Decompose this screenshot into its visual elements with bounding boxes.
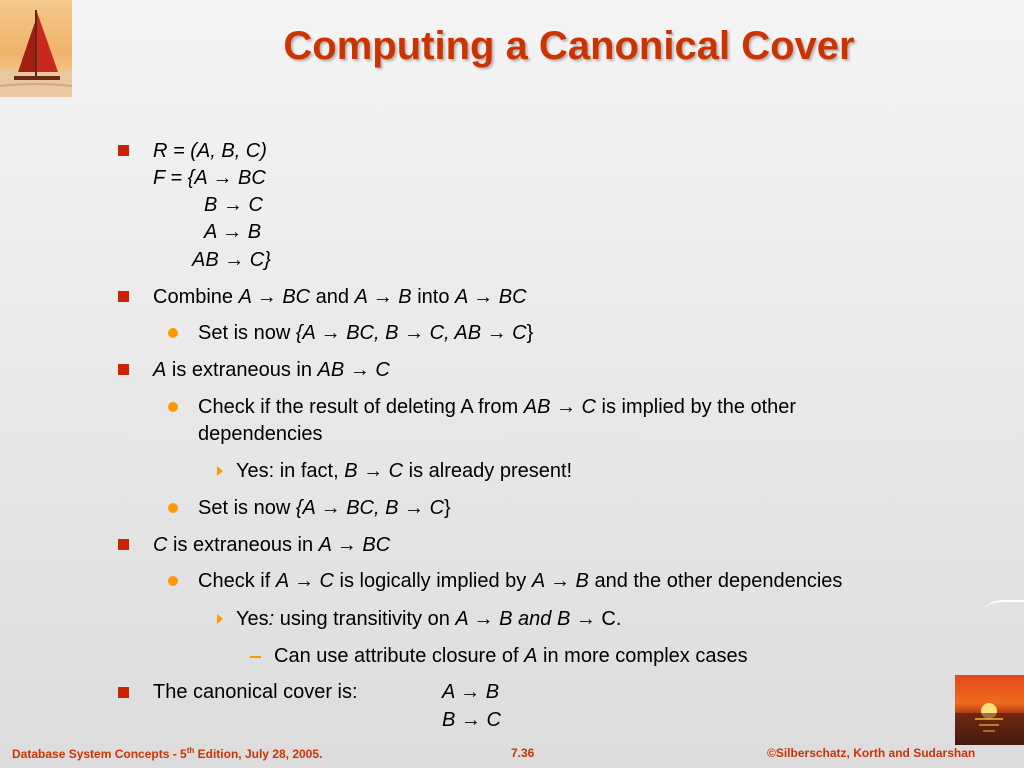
fd-set-line: F = {A → BC: [153, 167, 266, 189]
bullet-dot-icon: [168, 402, 178, 412]
bullet-dash-icon: [250, 656, 261, 658]
bullet-square-icon: [118, 145, 129, 156]
check-deleting-cont: dependencies: [198, 423, 323, 445]
bullet-square-icon: [118, 687, 129, 698]
set-is-now-2: Set is now {A → BC, B → C}: [198, 497, 451, 519]
fd-set-line: A → B: [204, 221, 262, 243]
bullet-square-icon: [118, 539, 129, 550]
fd-set-line: B → C: [204, 194, 263, 216]
set-is-now: Set is now {A → BC, B → C, AB → C}: [198, 322, 534, 344]
yes-already-present: Yes: in fact, B → C is already present!: [236, 460, 573, 482]
page-number: 7.36: [511, 746, 535, 760]
bullet-arrow-icon: [217, 614, 223, 624]
a-extraneous: A is extraneous in AB → C: [153, 359, 390, 381]
c-extraneous: C is extraneous in A → BC: [153, 534, 391, 556]
canonical-cover-fd: B → C: [442, 709, 501, 731]
footer-copyright: ©Silberschatz, Korth and Sudarshan: [767, 746, 976, 760]
bullet-square-icon: [118, 364, 129, 375]
footer-left: Database System Concepts - 5th Edition, July 28, 2005.: [12, 746, 323, 761]
relation-schema: R = (A, B, C): [153, 140, 267, 162]
check-implied: Check if A → C is logically implied by A → B and the other dependencies: [198, 570, 843, 592]
yes-transitivity: Yes: using transitivity on A → B and B → C.: [236, 608, 622, 630]
check-deleting: Check if the result of deleting A from AB → C is implied by the other: [198, 396, 797, 418]
decorative-swoosh: [984, 600, 1024, 622]
canonical-cover-label: The canonical cover is:: [153, 681, 358, 703]
bullet-dot-icon: [168, 576, 178, 586]
canonical-cover-fd: A → B: [442, 681, 500, 703]
sunset-logo: [955, 675, 1024, 745]
bullet-arrow-icon: [217, 466, 223, 476]
bullet-dot-icon: [168, 328, 178, 338]
fd-set-line: AB → C}: [192, 249, 271, 271]
attribute-closure-note: Can use attribute closure of A in more complex cases: [274, 645, 748, 667]
bullet-square-icon: [118, 291, 129, 302]
slide-title: Computing a Canonical Cover: [283, 24, 855, 68]
combine-step: Combine A → BC and A → B into A → BC: [153, 286, 527, 308]
bullet-dot-icon: [168, 503, 178, 513]
